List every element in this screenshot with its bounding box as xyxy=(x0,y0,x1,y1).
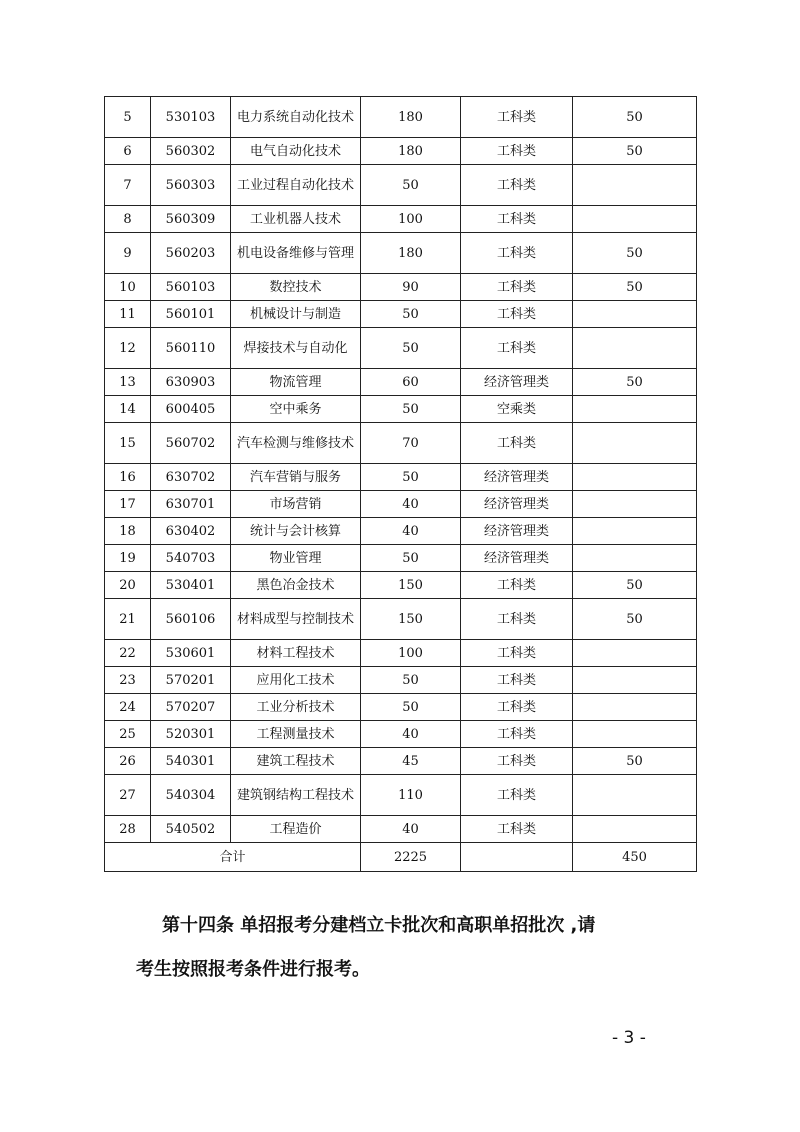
total-category xyxy=(461,843,573,872)
table-row xyxy=(105,775,697,816)
exam-category: 工科类 xyxy=(461,640,573,667)
quota-count xyxy=(573,165,697,206)
exam-category: 经济管理类 xyxy=(461,464,573,491)
total-label: 合计 xyxy=(105,843,361,872)
plan-count: 50 xyxy=(361,301,461,328)
major-name: 汽车营销与服务 xyxy=(231,464,361,491)
major-code: 560203 xyxy=(151,233,231,274)
row-number: 22 xyxy=(105,640,151,667)
exam-category: 工科类 xyxy=(461,694,573,721)
major-code: 630903 xyxy=(151,369,231,396)
exam-category: 经济管理类 xyxy=(461,518,573,545)
quota-count xyxy=(573,396,697,423)
table-row xyxy=(105,165,697,206)
quota-count xyxy=(573,301,697,328)
row-number: 10 xyxy=(105,274,151,301)
major-name: 统计与会计核算 xyxy=(231,518,361,545)
row-number: 6 xyxy=(105,138,151,165)
major-name: 焊接技术与自动化 xyxy=(231,328,361,369)
quota-count xyxy=(573,775,697,816)
plan-count: 50 xyxy=(361,396,461,423)
exam-category: 工科类 xyxy=(461,301,573,328)
row-number: 14 xyxy=(105,396,151,423)
major-code: 560110 xyxy=(151,328,231,369)
quota-count: 50 xyxy=(573,748,697,775)
quota-count: 50 xyxy=(573,233,697,274)
quota-count xyxy=(573,694,697,721)
table-row xyxy=(105,599,697,640)
plan-count: 110 xyxy=(361,775,461,816)
quota-count: 50 xyxy=(573,138,697,165)
table-row xyxy=(105,97,697,138)
major-name: 黑色冶金技术 xyxy=(231,572,361,599)
exam-category: 经济管理类 xyxy=(461,491,573,518)
exam-category: 工科类 xyxy=(461,599,573,640)
table-row xyxy=(105,301,697,328)
major-name: 电气自动化技术 xyxy=(231,138,361,165)
table-row xyxy=(105,274,697,301)
major-code: 560309 xyxy=(151,206,231,233)
quota-count: 50 xyxy=(573,97,697,138)
quota-count xyxy=(573,423,697,464)
major-name: 建筑钢结构工程技术 xyxy=(231,775,361,816)
plan-count: 50 xyxy=(361,328,461,369)
quota-count xyxy=(573,206,697,233)
major-code: 600405 xyxy=(151,396,231,423)
major-name: 应用化工技术 xyxy=(231,667,361,694)
plan-count: 150 xyxy=(361,599,461,640)
major-name: 汽车检测与维修技术 xyxy=(231,423,361,464)
article-14-line1: 第十四条 单招报考分建档立卡批次和高职单招批次 ,请 xyxy=(162,915,596,936)
major-code: 630701 xyxy=(151,491,231,518)
plan-count: 40 xyxy=(361,816,461,843)
major-name: 市场营销 xyxy=(231,491,361,518)
major-code: 540703 xyxy=(151,545,231,572)
exam-category: 经济管理类 xyxy=(461,369,573,396)
quota-count: 50 xyxy=(573,369,697,396)
plan-count: 180 xyxy=(361,97,461,138)
row-number: 20 xyxy=(105,572,151,599)
plan-count: 60 xyxy=(361,369,461,396)
plan-count: 50 xyxy=(361,667,461,694)
table-row xyxy=(105,694,697,721)
plan-count: 45 xyxy=(361,748,461,775)
row-number: 13 xyxy=(105,369,151,396)
major-code: 530103 xyxy=(151,97,231,138)
exam-category: 工科类 xyxy=(461,274,573,301)
exam-category: 工科类 xyxy=(461,748,573,775)
table-row xyxy=(105,233,697,274)
quota-count: 50 xyxy=(573,599,697,640)
table-row xyxy=(105,816,697,843)
row-number: 28 xyxy=(105,816,151,843)
table-row xyxy=(105,369,697,396)
page-number: - 3 - xyxy=(612,1028,646,1048)
exam-category: 工科类 xyxy=(461,233,573,274)
table-row xyxy=(105,721,697,748)
exam-category: 经济管理类 xyxy=(461,545,573,572)
table-row xyxy=(105,464,697,491)
quota-count: 50 xyxy=(573,274,697,301)
plan-count: 90 xyxy=(361,274,461,301)
row-number: 27 xyxy=(105,775,151,816)
major-code: 520301 xyxy=(151,721,231,748)
table-row xyxy=(105,206,697,233)
quota-count xyxy=(573,328,697,369)
total-quota: 450 xyxy=(573,843,697,872)
total-row xyxy=(105,843,697,872)
major-code: 560303 xyxy=(151,165,231,206)
exam-category: 工科类 xyxy=(461,721,573,748)
major-code: 560302 xyxy=(151,138,231,165)
quota-count xyxy=(573,545,697,572)
plan-count: 50 xyxy=(361,545,461,572)
exam-category: 工科类 xyxy=(461,775,573,816)
quota-count: 50 xyxy=(573,572,697,599)
major-code: 560101 xyxy=(151,301,231,328)
table-row xyxy=(105,545,697,572)
major-name: 材料工程技术 xyxy=(231,640,361,667)
row-number: 5 xyxy=(105,97,151,138)
major-code: 540301 xyxy=(151,748,231,775)
major-code: 570201 xyxy=(151,667,231,694)
major-name: 物业管理 xyxy=(231,545,361,572)
table-row xyxy=(105,518,697,545)
exam-category: 空乘类 xyxy=(461,396,573,423)
plan-count: 40 xyxy=(361,721,461,748)
exam-category: 工科类 xyxy=(461,206,573,233)
exam-category: 工科类 xyxy=(461,97,573,138)
table-row xyxy=(105,640,697,667)
row-number: 19 xyxy=(105,545,151,572)
row-number: 26 xyxy=(105,748,151,775)
major-name: 物流管理 xyxy=(231,369,361,396)
quota-count xyxy=(573,721,697,748)
table-body xyxy=(105,97,697,843)
exam-category: 工科类 xyxy=(461,423,573,464)
row-number: 8 xyxy=(105,206,151,233)
major-name: 工业机器人技术 xyxy=(231,206,361,233)
row-number: 7 xyxy=(105,165,151,206)
table-row xyxy=(105,423,697,464)
major-code: 530401 xyxy=(151,572,231,599)
row-number: 11 xyxy=(105,301,151,328)
major-code: 560106 xyxy=(151,599,231,640)
row-number: 16 xyxy=(105,464,151,491)
plan-count: 180 xyxy=(361,233,461,274)
major-name: 工程测量技术 xyxy=(231,721,361,748)
enrollment-plan-table xyxy=(104,96,697,872)
plan-count: 180 xyxy=(361,138,461,165)
exam-category: 工科类 xyxy=(461,667,573,694)
major-name: 电力系统自动化技术 xyxy=(231,97,361,138)
major-code: 570207 xyxy=(151,694,231,721)
major-name: 工业过程自动化技术 xyxy=(231,165,361,206)
major-name: 工程造价 xyxy=(231,816,361,843)
major-name: 建筑工程技术 xyxy=(231,748,361,775)
plan-count: 50 xyxy=(361,694,461,721)
major-code: 560103 xyxy=(151,274,231,301)
article-14-line2: 考生按照报考条件进行报考。 xyxy=(136,959,370,980)
plan-count: 100 xyxy=(361,640,461,667)
exam-category: 工科类 xyxy=(461,328,573,369)
quota-count xyxy=(573,667,697,694)
plan-count: 100 xyxy=(361,206,461,233)
row-number: 15 xyxy=(105,423,151,464)
row-number: 17 xyxy=(105,491,151,518)
total-plan: 2225 xyxy=(361,843,461,872)
major-code: 540304 xyxy=(151,775,231,816)
row-number: 18 xyxy=(105,518,151,545)
exam-category: 工科类 xyxy=(461,816,573,843)
table-row xyxy=(105,138,697,165)
major-name: 工业分析技术 xyxy=(231,694,361,721)
plan-count: 40 xyxy=(361,518,461,545)
major-code: 630402 xyxy=(151,518,231,545)
plan-count: 40 xyxy=(361,491,461,518)
table-row xyxy=(105,396,697,423)
major-name: 数控技术 xyxy=(231,274,361,301)
quota-count xyxy=(573,491,697,518)
quota-count xyxy=(573,518,697,545)
exam-category: 工科类 xyxy=(461,138,573,165)
table-row xyxy=(105,748,697,775)
plan-count: 150 xyxy=(361,572,461,599)
major-name: 机电设备维修与管理 xyxy=(231,233,361,274)
table-row xyxy=(105,667,697,694)
major-code: 530601 xyxy=(151,640,231,667)
plan-count: 50 xyxy=(361,464,461,491)
plan-count: 70 xyxy=(361,423,461,464)
row-number: 23 xyxy=(105,667,151,694)
plan-count: 50 xyxy=(361,165,461,206)
major-name: 材料成型与控制技术 xyxy=(231,599,361,640)
major-code: 630702 xyxy=(151,464,231,491)
table-row xyxy=(105,491,697,518)
row-number: 9 xyxy=(105,233,151,274)
quota-count xyxy=(573,816,697,843)
major-name: 空中乘务 xyxy=(231,396,361,423)
quota-count xyxy=(573,464,697,491)
table-row xyxy=(105,328,697,369)
row-number: 25 xyxy=(105,721,151,748)
row-number: 12 xyxy=(105,328,151,369)
row-number: 24 xyxy=(105,694,151,721)
major-code: 560702 xyxy=(151,423,231,464)
row-number: 21 xyxy=(105,599,151,640)
exam-category: 工科类 xyxy=(461,165,573,206)
quota-count xyxy=(573,640,697,667)
major-code: 540502 xyxy=(151,816,231,843)
table-row xyxy=(105,572,697,599)
exam-category: 工科类 xyxy=(461,572,573,599)
major-name: 机械设计与制造 xyxy=(231,301,361,328)
